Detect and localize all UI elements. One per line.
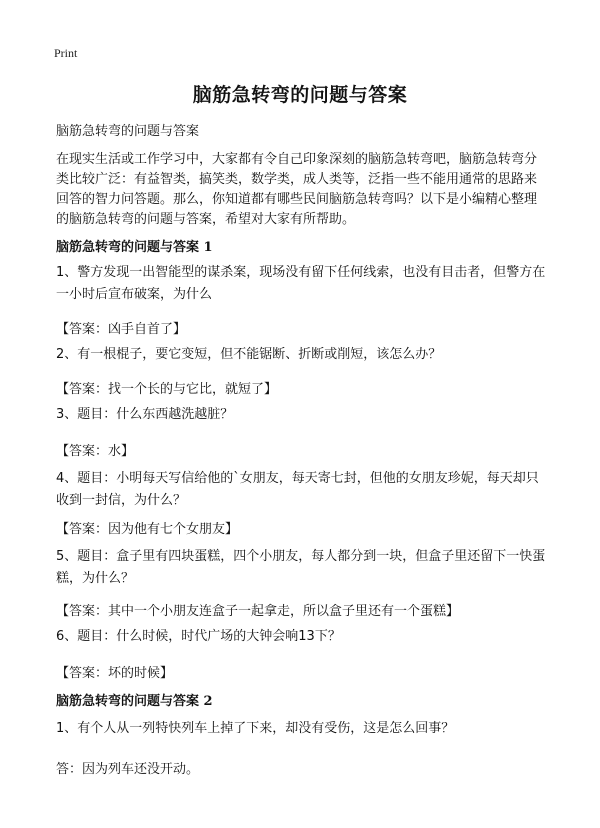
answer-6: 【答案：坏的时候】 [56, 666, 174, 681]
answer-3: 【答案：水】 [56, 444, 135, 459]
article-subtitle: 脑筋急转弯的问题与答案 [56, 124, 200, 139]
question-3: 3、题目：什么东西越洗越脏？ [56, 407, 234, 422]
answer-4: 【答案：因为他有七个女朋友】 [56, 522, 239, 537]
answer-1: 【答案：凶手自首了】 [56, 322, 187, 337]
question-2: 2、有一根棍子，要它变短，但不能锯断、折断或削短，该怎么办？ [56, 347, 442, 362]
question-2-1: 1、有个人从一列特快列车上掉了下来，却没有受伤，这是怎么回事？ [56, 721, 455, 736]
section-heading-1: 脑筋急转弯的问题与答案 1 [56, 240, 213, 255]
question-1: 1、警方发现一出智能型的谋杀案，现场没有留下任何线索，也没有目击者，但警方在一小时后宣布破案，为什么 [56, 265, 546, 302]
answer-5: 【答案：其中一个小朋友连盒子一起拿走，所以盒子里还有一个蛋糕】 [56, 604, 460, 619]
question-5: 5、题目：盒子里有四块蛋糕，四个小朋友，每人都分到一块，但盒子里还留下一快蛋糕，为什么？ [56, 549, 546, 586]
intro-paragraph: 在现实生活或工作学习中，大家都有令自己印象深刻的脑筋急转弯吧，脑筋急转弯分类比较广泛：有益智类，搞笑类，数学类，成人类等，泛指一些不能用通常的思路来回答的智力问答题。那么，你知道都有哪些民间脑筋急转弯吗？以下是小编精心整理的脑筋急转弯的问题与答案，希望对大家有所帮助。 [56, 152, 538, 227]
page-title: 脑筋急转弯的问题与答案 [192, 84, 408, 106]
question-6: 6、题目：什么时候，时代广场的大钟会响13下？ [56, 629, 341, 644]
section-heading-2: 脑筋急转弯的问题与答案 2 [56, 694, 213, 709]
question-4: 4、题目：小明每天写信给他的`女朋友，每天寄七封，但他的女朋友珍妮，每天却只收到一封信，为什么？ [56, 471, 539, 508]
answer-2-1: 答：因为列车还没开动。 [56, 762, 200, 777]
answer-2: 【答案：找一个长的与它比，就短了】 [56, 382, 278, 397]
print-link[interactable]: Print [54, 46, 78, 60]
